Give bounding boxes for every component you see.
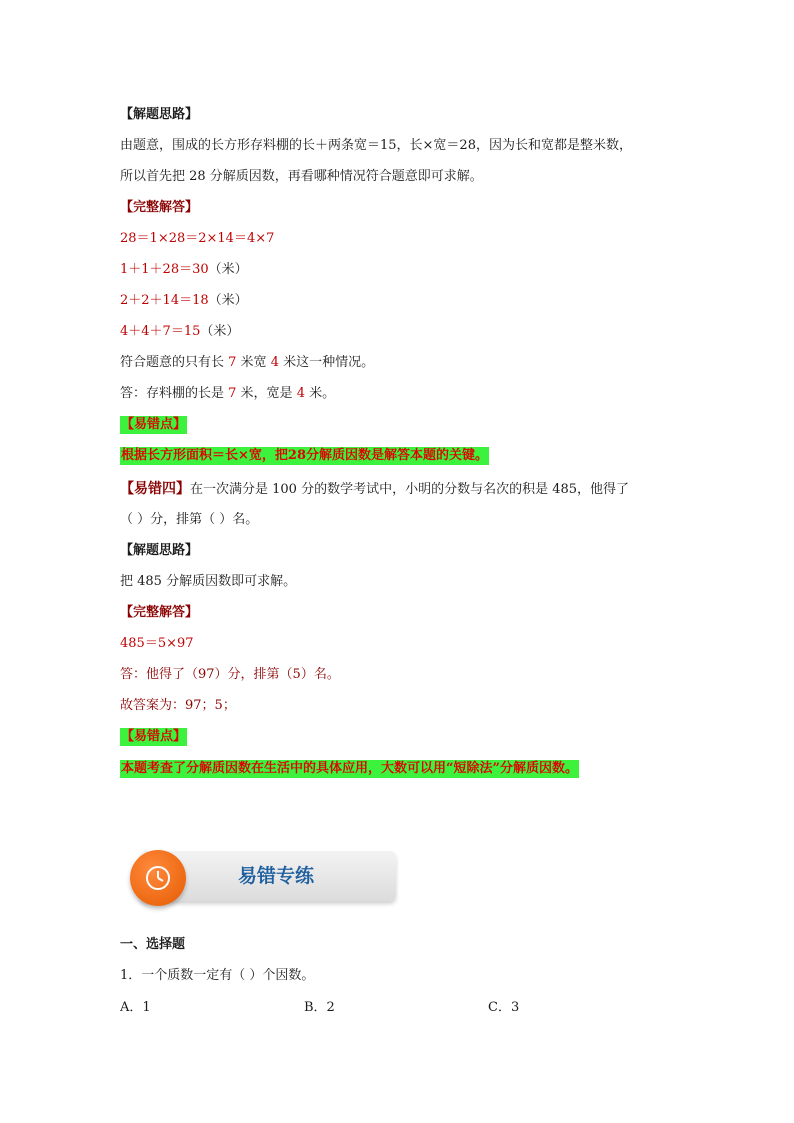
equation-2-unit: （米） — [208, 262, 248, 277]
error-text-a: 根据长方形面积＝长×宽，把 — [121, 448, 288, 463]
question-4-text-line2: （ ）分，排第（ ）名。 — [120, 512, 259, 527]
error-point-text-1 — [120, 447, 489, 465]
option-c[interactable]: C．3 — [488, 1000, 520, 1015]
banner-title: 易错专练 — [238, 865, 315, 887]
question-4-text-line1: 在一次满分是 100 分的数学考试中，小明的分数与名次的积是 485，他得了 — [190, 482, 630, 497]
thinking-text-line2: 所以首先把 28 分解质因数，再看哪种情况符合题意即可求解。 — [120, 169, 483, 184]
option-a[interactable]: A．1 — [120, 1000, 151, 1015]
equation-4-expr: 4＋4＋7＝15 — [120, 324, 201, 339]
error-point-label-2 — [120, 728, 187, 746]
error-point-label-1 — [120, 416, 187, 434]
answer-text-c: 米。 — [304, 386, 336, 401]
fit-text-c: 米这一种情况。 — [278, 355, 375, 370]
error-num-28: 28 — [287, 448, 306, 463]
error-point-highlight-1 — [120, 447, 489, 465]
error-point-label-text-2: 【易错点】 — [121, 729, 187, 744]
answer-statement-2: 答：他得了（97）分，排第（5）名。 — [120, 667, 340, 682]
option-b[interactable]: B．2 — [304, 1000, 335, 1015]
question-4-label: 【易错四】 — [120, 481, 190, 497]
answer-text-b: 米，宽是 — [236, 386, 297, 401]
question-1: 1．一个质数一定有（ ）个因数。 — [120, 968, 315, 983]
error-text-b: 分解质因数是解答本题的关键。 — [306, 448, 489, 463]
answer-value-4: 4 — [296, 386, 305, 401]
fit-text-b: 米宽 — [236, 355, 271, 370]
fit-value-4: 4 — [270, 355, 279, 370]
thinking-heading: 【解题思路】 — [120, 107, 199, 122]
thinking-text-2: 把 485 分解质因数即可求解。 — [120, 574, 297, 589]
thinking-text-line1: 由题意，围成的长方形存料棚的长＋两条宽＝15，长×宽＝28，因为长和宽都是整米数， — [120, 138, 632, 153]
equation-1: 28＝1×28＝2×14＝4×7 — [120, 231, 275, 246]
equation-2-expr: 1＋1＋28＝30 — [120, 262, 209, 277]
answer-text-a: 答：存料棚的长是 — [120, 386, 229, 401]
question-4 — [120, 480, 629, 499]
answer-value-7: 7 — [228, 386, 237, 401]
equation-485: 485＝5×97 — [120, 636, 194, 651]
thinking-heading-2: 【解题思路】 — [120, 543, 199, 558]
equation-2 — [120, 261, 248, 279]
answer-heading: 【完整解答】 — [120, 200, 199, 215]
equation-3-unit: （米） — [208, 293, 248, 308]
answer-statement — [120, 385, 335, 403]
clock-icon — [130, 850, 186, 906]
fit-text-a: 符合题意的只有长 — [120, 355, 229, 370]
equation-4 — [120, 323, 239, 341]
equation-3-expr: 2＋2＋14＝18 — [120, 293, 209, 308]
final-answer: 故答案为：97；5； — [120, 698, 236, 713]
fit-statement — [120, 354, 374, 372]
error-point-label-text-1: 【易错点】 — [121, 417, 187, 432]
error-point-text-2 — [120, 760, 579, 778]
fit-value-7: 7 — [228, 355, 237, 370]
equation-3 — [120, 292, 248, 310]
section-banner — [120, 846, 400, 908]
error-point-highlight-2: 本题考查了分解质因数在生活中的具体应用，大数可以用“短除法”分解质因数。 — [121, 761, 578, 776]
answer-heading-2: 【完整解答】 — [120, 605, 199, 620]
equation-4-unit: （米） — [200, 324, 240, 339]
section-heading: 一、选择题 — [120, 937, 186, 952]
